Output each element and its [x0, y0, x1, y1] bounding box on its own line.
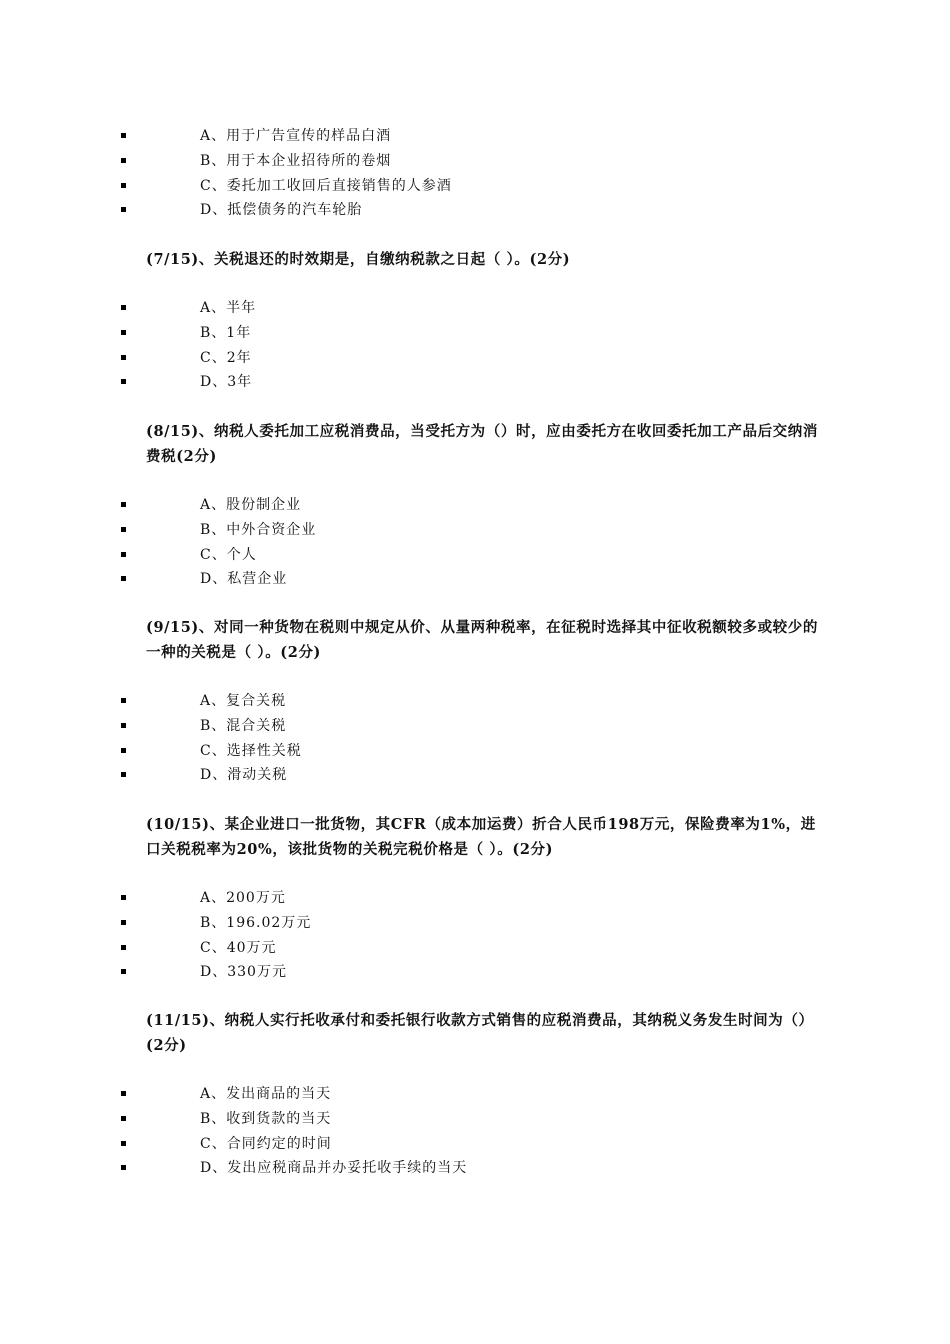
option-list-8 — [0, 493, 950, 592]
question-7: (7/15)、关税退还的时效期是，自缴纳税款之日起（ ）。(2分) — [146, 251, 571, 268]
option-label: D、发出应税商品并办妥托收手续的当天 — [200, 1160, 468, 1177]
option-d[interactable] — [0, 763, 950, 788]
bullet-icon — [121, 1165, 126, 1170]
option-label: C、个人 — [200, 546, 257, 563]
option-label: D、滑动关税 — [200, 767, 288, 784]
option-label: D、私营企业 — [200, 571, 288, 588]
bullet-icon — [121, 698, 126, 703]
option-label: C、40万元 — [200, 939, 277, 956]
option-label: B、用于本企业招待所的卷烟 — [200, 152, 392, 169]
option-list-6 — [0, 124, 950, 223]
bullet-icon — [121, 748, 126, 753]
option-label: B、混合关税 — [200, 717, 287, 734]
option-label: A、复合关税 — [200, 693, 287, 709]
bullet-icon — [121, 723, 126, 728]
option-d[interactable] — [0, 370, 950, 395]
question-9: (9/15)、对同一种货物在税则中规定从价、从量两种税率，在征税时选择其中征收税额较多或较少的一种的关税是（ ）。(2分) — [146, 619, 818, 661]
option-label: B、196.02万元 — [200, 914, 312, 931]
bullet-icon — [121, 355, 126, 360]
bullet-icon — [121, 502, 126, 507]
bullet-icon — [121, 158, 126, 163]
option-b[interactable] — [0, 518, 950, 543]
option-label: C、委托加工收回后直接销售的人参酒 — [200, 177, 452, 194]
option-list-10 — [0, 886, 950, 985]
option-a[interactable] — [0, 124, 950, 149]
bullet-icon — [121, 330, 126, 335]
bullet-icon — [121, 969, 126, 974]
bullet-icon — [121, 305, 126, 310]
bullet-icon — [121, 552, 126, 557]
option-c[interactable] — [0, 1132, 950, 1157]
option-label: A、股份制企业 — [200, 497, 302, 513]
option-label: A、半年 — [200, 300, 257, 316]
option-label: B、中外合资企业 — [200, 521, 317, 538]
option-a[interactable] — [0, 886, 950, 911]
bullet-icon — [121, 207, 126, 212]
option-c[interactable] — [0, 174, 950, 199]
bullet-icon — [121, 379, 126, 384]
bullet-icon — [121, 576, 126, 581]
option-label: B、收到货款的当天 — [200, 1110, 332, 1127]
bullet-icon — [121, 133, 126, 138]
option-c[interactable] — [0, 346, 950, 371]
question-10: (10/15)、某企业进口一批货物，其CFR（成本加运费）折合人民币198万元，保险费率为1%，进口关税税率为20%，该批货物的关税完税价格是（ ）。(2分) — [146, 816, 816, 858]
option-a[interactable] — [0, 493, 950, 518]
option-b[interactable] — [0, 1107, 950, 1132]
option-d[interactable] — [0, 198, 950, 223]
option-c[interactable] — [0, 543, 950, 568]
option-list-9 — [0, 689, 950, 788]
option-label: B、1年 — [200, 324, 252, 341]
option-d[interactable] — [0, 567, 950, 592]
bullet-icon — [121, 945, 126, 950]
option-d[interactable] — [0, 960, 950, 985]
bullet-icon — [121, 183, 126, 188]
bullet-icon — [121, 527, 126, 532]
option-b[interactable] — [0, 714, 950, 739]
option-b[interactable] — [0, 911, 950, 936]
option-list-11 — [0, 1082, 950, 1181]
option-b[interactable] — [0, 321, 950, 346]
question-11: (11/15)、纳税人实行托收承付和委托银行收款方式销售的应税消费品，其纳税义务发生时间为（）(2分) — [146, 1012, 814, 1054]
option-label: A、用于广告宣传的样品白酒 — [200, 128, 392, 144]
bullet-icon — [121, 1091, 126, 1096]
option-label: D、3年 — [200, 374, 253, 391]
option-label: A、200万元 — [200, 890, 286, 906]
option-b[interactable] — [0, 149, 950, 174]
bullet-icon — [121, 772, 126, 777]
question-8: (8/15)、纳税人委托加工应税消费品，当受托方为（）时，应由委托方在收回委托加工产品后交纳消费税(2分) — [146, 423, 818, 465]
bullet-icon — [121, 895, 126, 900]
option-c[interactable] — [0, 739, 950, 764]
option-label: C、选择性关税 — [200, 742, 302, 759]
bullet-icon — [121, 920, 126, 925]
option-c[interactable] — [0, 936, 950, 961]
option-a[interactable] — [0, 1082, 950, 1107]
option-d[interactable] — [0, 1156, 950, 1181]
option-label: C、2年 — [200, 349, 252, 366]
option-label: C、合同约定的时间 — [200, 1135, 332, 1152]
option-label: D、抵偿债务的汽车轮胎 — [200, 202, 363, 219]
option-a[interactable] — [0, 689, 950, 714]
bullet-icon — [121, 1141, 126, 1146]
option-label: A、发出商品的当天 — [200, 1086, 332, 1102]
option-label: D、330万元 — [200, 964, 287, 981]
option-a[interactable] — [0, 296, 950, 321]
option-list-7 — [0, 296, 950, 395]
bullet-icon — [121, 1116, 126, 1121]
